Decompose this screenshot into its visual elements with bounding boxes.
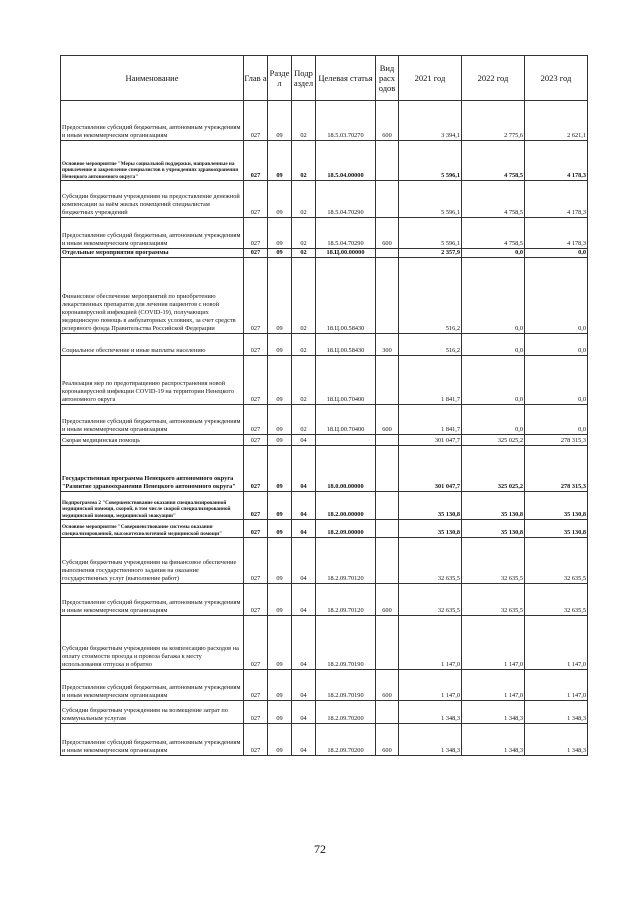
row-vid — [376, 538, 399, 584]
row-name: Скорая медицинская помощь — [61, 435, 244, 446]
row-target: 18.Ц.00.70400 — [316, 356, 376, 405]
row-name: Предоставление субсидий бюджетным, автономным учреждениям и иным некоммерческим организациям — [61, 101, 244, 141]
row-2021-value: 32 635,5 — [399, 538, 462, 584]
row-name: Предоставление субсидий бюджетным, автономным учреждениям и иным некоммерческим организациям — [61, 670, 244, 701]
row-vid — [376, 141, 399, 181]
row-2021-value: 35 130,8 — [399, 492, 462, 520]
row-razdel: 09 — [268, 724, 292, 756]
table-row — [61, 584, 588, 616]
row-glava: 027 — [244, 101, 268, 141]
row-target: 18.Ц.00.58430 — [316, 334, 376, 356]
row-vid — [376, 616, 399, 670]
row-target: 18.5.04.70290 — [316, 218, 376, 249]
row-glava: 027 — [244, 258, 268, 334]
row-glava: 027 — [244, 334, 268, 356]
row-2023-value: 4 178,3 — [525, 218, 588, 249]
row-vid: 600 — [376, 405, 399, 435]
row-glava: 027 — [244, 492, 268, 520]
row-podrazdel: 04 — [292, 724, 316, 756]
row-podrazdel: 04 — [292, 446, 316, 492]
table-row — [61, 538, 588, 584]
row-vid: 600 — [376, 670, 399, 701]
row-target: 18.5.03.70270 — [316, 101, 376, 141]
row-2023-value: 1 348,3 — [525, 724, 588, 756]
row-target: 18.5.04.00000 — [316, 141, 376, 181]
row-2021-value: 2 357,9 — [399, 249, 462, 258]
row-2023-value: 4 178,3 — [525, 141, 588, 181]
row-razdel: 09 — [268, 492, 292, 520]
row-razdel: 09 — [268, 538, 292, 584]
row-razdel: 09 — [268, 218, 292, 249]
row-2022-value: 0,0 — [462, 249, 525, 258]
col-glava-header: Глав а — [244, 56, 268, 101]
table-row — [61, 141, 588, 181]
row-name: Основное мероприятие "Меры социальной поддержки, направленные на привлечение и закрепление специалистов в учреждениях здравоохранения Ненецкого автономного округа" — [61, 141, 244, 181]
row-2021-value: 3 394,1 — [399, 101, 462, 141]
row-podrazdel: 02 — [292, 405, 316, 435]
row-podrazdel: 02 — [292, 181, 316, 218]
row-target: 18.2.00.00000 — [316, 492, 376, 520]
row-podrazdel: 02 — [292, 218, 316, 249]
row-2023-value: 0,0 — [525, 356, 588, 405]
row-2022-value: 1 348,3 — [462, 724, 525, 756]
row-vid: 600 — [376, 724, 399, 756]
row-vid — [376, 446, 399, 492]
row-2023-value: 2 621,1 — [525, 101, 588, 141]
row-target: 18.Ц.00.70400 — [316, 405, 376, 435]
row-name: Субсидии бюджетным учреждениям на предоставление денежной компенсации за наём жилых помещений специалистам бюджетных учреждений — [61, 181, 244, 218]
row-2021-value: 1 147,0 — [399, 616, 462, 670]
col-target-header: Целевая статья — [316, 56, 376, 101]
row-glava: 027 — [244, 141, 268, 181]
row-glava: 027 — [244, 616, 268, 670]
table-row — [61, 616, 588, 670]
col-2023-header: 2023 год — [525, 56, 588, 101]
row-razdel: 09 — [268, 356, 292, 405]
row-podrazdel: 04 — [292, 538, 316, 584]
row-2022-value: 0,0 — [462, 405, 525, 435]
row-glava: 027 — [244, 670, 268, 701]
row-2022-value: 325 025,2 — [462, 446, 525, 492]
row-glava: 027 — [244, 520, 268, 538]
table-row — [61, 181, 588, 218]
page-number: 72 — [314, 842, 326, 856]
row-2021-value: 1 348,3 — [399, 701, 462, 724]
row-name: Субсидии бюджетным учреждениям на возмещение затрат по коммунальным услугам — [61, 701, 244, 724]
row-target: 18.2.09.70120 — [316, 584, 376, 616]
row-podrazdel: 02 — [292, 258, 316, 334]
table-row — [61, 249, 588, 258]
row-2023-value: 278 315,3 — [525, 446, 588, 492]
col-2022-header: 2022 год — [462, 56, 525, 101]
row-name: Предоставление субсидий бюджетным, автономным учреждениям и иным некоммерческим организациям — [61, 724, 244, 756]
row-2021-value: 301 047,7 — [399, 446, 462, 492]
row-2023-value: 32 635,5 — [525, 584, 588, 616]
table-row — [61, 670, 588, 701]
row-razdel: 09 — [268, 446, 292, 492]
row-vid — [376, 492, 399, 520]
row-name: Предоставление субсидий бюджетным, автономным учреждениям и иным некоммерческим организациям — [61, 218, 244, 249]
row-podrazdel: 02 — [292, 249, 316, 258]
row-target: 18.2.09.00000 — [316, 520, 376, 538]
row-glava: 027 — [244, 446, 268, 492]
row-glava: 027 — [244, 584, 268, 616]
row-2021-value: 1 348,3 — [399, 724, 462, 756]
row-target — [316, 435, 376, 446]
row-target: 18.0.00.00000 — [316, 446, 376, 492]
row-razdel: 09 — [268, 701, 292, 724]
row-razdel: 09 — [268, 520, 292, 538]
row-glava: 027 — [244, 356, 268, 405]
row-vid: 600 — [376, 101, 399, 141]
table-row — [61, 334, 588, 356]
table-row — [61, 446, 588, 492]
row-vid: 600 — [376, 218, 399, 249]
table-row — [61, 724, 588, 756]
col-podrazdel-header: Подр аздел — [292, 56, 316, 101]
row-2021-value: 1 147,0 — [399, 670, 462, 701]
row-name: Предоставление субсидий бюджетным, автономным учреждениям и иным некоммерческим организациям — [61, 405, 244, 435]
row-podrazdel: 02 — [292, 334, 316, 356]
row-podrazdel: 04 — [292, 435, 316, 446]
row-2022-value: 32 635,5 — [462, 538, 525, 584]
col-vid-header: Вид расх одов — [376, 56, 399, 101]
row-2023-value: 278 315,3 — [525, 435, 588, 446]
row-2023-value: 4 178,3 — [525, 181, 588, 218]
row-razdel: 09 — [268, 334, 292, 356]
row-name: Субсидии бюджетным учреждениям на компенсацию расходов на оплату стоимости проезда и провоза багажа к месту использования отпуска и обратно — [61, 616, 244, 670]
row-2022-value: 4 758,5 — [462, 141, 525, 181]
row-razdel: 09 — [268, 405, 292, 435]
row-2022-value: 0,0 — [462, 258, 525, 334]
row-2022-value: 0,0 — [462, 356, 525, 405]
row-podrazdel: 04 — [292, 670, 316, 701]
row-2021-value: 301 047,7 — [399, 435, 462, 446]
row-podrazdel: 04 — [292, 701, 316, 724]
table-row — [61, 435, 588, 446]
row-2021-value: 516,2 — [399, 258, 462, 334]
row-razdel: 09 — [268, 101, 292, 141]
col-name-header: Наименование — [61, 56, 244, 101]
row-2023-value: 35 130,8 — [525, 492, 588, 520]
col-2021-header: 2021 год — [399, 56, 462, 101]
row-2023-value: 35 130,8 — [525, 520, 588, 538]
row-name: Подпрограмма 2 "Совершенствование оказания специализированной медицинской помощи, скорой, в том числе скорой специализированной медицинской помощи, медицинской эвакуации" — [61, 492, 244, 520]
row-2022-value: 35 130,8 — [462, 492, 525, 520]
row-2023-value: 0,0 — [525, 334, 588, 356]
table-row — [61, 218, 588, 249]
row-name: Отдельные мероприятия программы — [61, 249, 244, 258]
row-podrazdel: 02 — [292, 141, 316, 181]
row-2022-value: 35 130,8 — [462, 520, 525, 538]
row-2023-value: 1 147,0 — [525, 670, 588, 701]
row-vid — [376, 435, 399, 446]
row-glava: 027 — [244, 181, 268, 218]
row-vid — [376, 520, 399, 538]
row-podrazdel: 02 — [292, 356, 316, 405]
row-2022-value: 1 147,0 — [462, 670, 525, 701]
row-target: 18.2.09.70190 — [316, 670, 376, 701]
row-podrazdel: 04 — [292, 584, 316, 616]
row-name: Реализация мер по предотвращению распространения новой коронавирусной инфекции COVID-19 на территории Ненецкого автономного округа — [61, 356, 244, 405]
row-2021-value: 35 130,8 — [399, 520, 462, 538]
row-target: 18.2.09.70190 — [316, 616, 376, 670]
row-podrazdel: 04 — [292, 520, 316, 538]
row-razdel: 09 — [268, 435, 292, 446]
row-vid — [376, 181, 399, 218]
row-2023-value: 1 147,0 — [525, 616, 588, 670]
row-name: Социальное обеспечение и иные выплаты населению — [61, 334, 244, 356]
row-2023-value: 0,0 — [525, 249, 588, 258]
row-podrazdel: 04 — [292, 492, 316, 520]
table-row — [61, 405, 588, 435]
row-vid — [376, 356, 399, 405]
row-name: Предоставление субсидий бюджетным, автономным учреждениям и иным некоммерческим организациям — [61, 584, 244, 616]
row-2022-value: 32 635,5 — [462, 584, 525, 616]
row-2022-value: 2 775,6 — [462, 101, 525, 141]
row-glava: 027 — [244, 405, 268, 435]
table-row — [61, 101, 588, 141]
row-2021-value: 5 596,1 — [399, 218, 462, 249]
row-razdel: 09 — [268, 141, 292, 181]
row-name: Субсидии бюджетным учреждениям на финансовое обеспечение выполнения государственного задания на оказание государственных услуг (выполнение работ) — [61, 538, 244, 584]
row-2021-value: 5 596,1 — [399, 181, 462, 218]
row-target: 18.2.09.70200 — [316, 724, 376, 756]
row-razdel: 09 — [268, 616, 292, 670]
row-2023-value: 0,0 — [525, 405, 588, 435]
row-razdel: 09 — [268, 670, 292, 701]
row-name: Финансовое обеспечение мероприятий по приобретению лекарственных препаратов для лечения пациентов с новой коронавирусной инфекцией (COVID-19), получающих медицинскую помощь в амбулаторных условиях, за счет средств резервного фонда Правительства Российской Федерации — [61, 258, 244, 334]
col-razdel-header: Разде л — [268, 56, 292, 101]
row-glava: 027 — [244, 218, 268, 249]
row-2022-value: 0,0 — [462, 334, 525, 356]
row-2023-value: 32 635,5 — [525, 538, 588, 584]
row-glava: 027 — [244, 249, 268, 258]
table-row — [61, 258, 588, 334]
row-glava: 027 — [244, 701, 268, 724]
row-razdel: 09 — [268, 584, 292, 616]
table-row — [61, 701, 588, 724]
row-2021-value: 1 841,7 — [399, 356, 462, 405]
row-2022-value: 1 348,3 — [462, 701, 525, 724]
row-2021-value: 5 596,1 — [399, 141, 462, 181]
row-2022-value: 325 025,2 — [462, 435, 525, 446]
table-row — [61, 520, 588, 538]
row-glava: 027 — [244, 435, 268, 446]
budget-table — [60, 55, 588, 756]
row-target: 18.2.09.70120 — [316, 538, 376, 584]
row-2021-value: 1 841,7 — [399, 405, 462, 435]
row-glava: 027 — [244, 538, 268, 584]
table-row — [61, 356, 588, 405]
row-name: Основное мероприятие "Совершенствование системы оказания специализированной, высокотехнологичной медицинской помощи" — [61, 520, 244, 538]
row-target: 18.5.04.70290 — [316, 181, 376, 218]
row-vid — [376, 258, 399, 334]
table-header — [61, 56, 588, 101]
row-2021-value: 32 635,5 — [399, 584, 462, 616]
row-podrazdel: 02 — [292, 101, 316, 141]
row-razdel: 09 — [268, 181, 292, 218]
row-vid — [376, 249, 399, 258]
row-2021-value: 516,2 — [399, 334, 462, 356]
row-2022-value: 1 147,0 — [462, 616, 525, 670]
row-2022-value: 4 758,5 — [462, 181, 525, 218]
row-vid: 300 — [376, 334, 399, 356]
row-razdel: 09 — [268, 258, 292, 334]
row-name: Государственная программа Ненецкого автономного округа "Развитие здравоохранения Ненецкого автономного округа" — [61, 446, 244, 492]
row-2023-value: 1 348,3 — [525, 701, 588, 724]
row-podrazdel: 04 — [292, 616, 316, 670]
row-vid — [376, 701, 399, 724]
row-2023-value: 0,0 — [525, 258, 588, 334]
row-glava: 027 — [244, 724, 268, 756]
row-2022-value: 4 758,5 — [462, 218, 525, 249]
row-target: 18.Ц.00.00000 — [316, 249, 376, 258]
row-vid: 600 — [376, 584, 399, 616]
row-target: 18.Ц.00.58430 — [316, 258, 376, 334]
table-row — [61, 492, 588, 520]
row-target: 18.2.09.70200 — [316, 701, 376, 724]
row-razdel: 09 — [268, 249, 292, 258]
